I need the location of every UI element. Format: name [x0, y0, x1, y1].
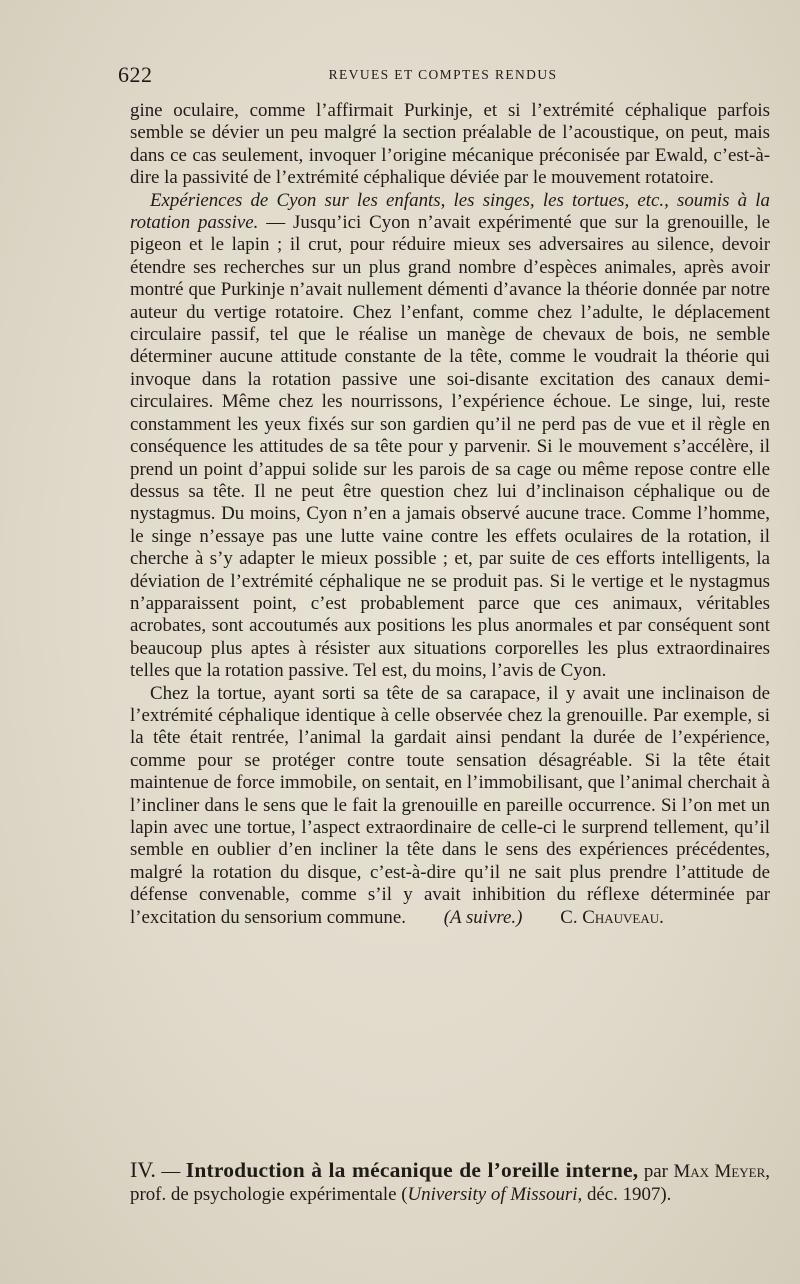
section-date: , déc. 1907).	[577, 1184, 672, 1205]
paragraph-2	[130, 190, 770, 683]
section-number: IV.	[130, 1157, 156, 1182]
review-author: C. Chauveau.	[560, 906, 664, 928]
paragraph-2-text: — Jusqu’ici Cyon n’avait expérimenté que sur la grenouille, le pigeon et le lapin ; il crut, pour réduire mieux ses adversaires au silence, devoir étendre ses recherches sur un plus grand nombre d’espèces animales, après avoir montré que Purkinje n’avait nullement démenti d’avance la théorie donnée par notre auteur du vertige rotatoire. Chez l’enfant, comme chez l’adulte, le déplacement circulaire passif, tel que le réalise un manège de chevaux de bois, ne semble déterminer aucune attitude constante de la tête, comme le voudrait la théorie qui invoque dans la rotation passive une soi-disante excitation des canaux demi-circulaires. Même chez les nourrissons, l’expérience échoue. Le singe, lui, reste constamment les yeux fixés sur son gardien qu’il ne perd pas de vue et il règle en conséquence les attitudes de sa tête pour y parvenir. Si le mouvement s’accélère, il prend un point d’appui solide sur les parois de sa cage ou même repose contre elle dessus sa tête. Il ne peut être question chez lui d’inclinaison céphalique ou de nystagmus. Du moins, Cyon n’en a jamais observé aucune trace. Comme l’homme, le singe n’essaye pas une lutte vaine contre les effets oculaires de la rotation, il cherche à s’y adapter le mieux possible ; et, par suite de ces efforts intelligents, la déviation de l’extrémité céphalique ne se produit pas. Si le vertige et le nystagmus n’apparaissent point, c’est probablement parce que ces animaux, véritables acrobates, sont accoutumés aux positions les plus anormales et par conséquent sont beaucoup plus aptes à résister aux situations corporelles les plus extraordinaires telles que la rotation passive. Tel est, du moins, l’avis de Cyon.	[130, 212, 771, 682]
paragraph-1: gine oculaire, comme l’affirmait Purkinje, et si l’extrémité céphalique parfois semble se dévier un peu malgré la section préalable de l’acoustique, on peut, mais dans ce cas seulement, invoquer l’origine mécanique préconisée par Ewald, c’est-à-dire la passivité de l’extrémité céphalique déviée par le mouvement rotatoire.	[130, 100, 770, 189]
body-text	[130, 100, 770, 929]
section-university: University of Missouri	[407, 1184, 578, 1205]
paragraph-3-text: Chez la tortue, ayant sorti sa tête de sa carapace, il y avait une inclinaison de l’extrémité céphalique identique à celle observée chez la grenouille. Par exemple, si la tête était rentrée, l’animal la gardait ainsi pendant la durée de l’expérience, comme pour se protéger contre toute sensation désagréable. Si la tête était maintenue de force immobile, on sentait, en l’immobilisant, que l’animal cherchait à l’incliner dans le sens que le fait la grenouille en pareille occurrence. Si l’on met un lapin avec une tortue, l’aspect extraordinaire de celle-ci le surprend tellement, qu’il semble en oublier d’en incliner la tête dans le sens des expériences précédentes, malgré la rotation du disque, c’est-à-dire qu’il ne sait plus prendre l’attitude de défense convenable, comme s’il y avait inhibition du réflexe déterminée par l’excitation du sensorium commune.	[130, 682, 770, 928]
page-header	[118, 62, 768, 90]
paragraph-3	[130, 683, 770, 929]
section-author: Max Meyer	[673, 1161, 766, 1182]
page-number: 622	[118, 62, 153, 87]
section-affiliation: , prof. de psychologie expérimentale (	[130, 1161, 771, 1205]
paragraph-2-title: Expériences de Cyon sur les enfants, les singes, les tortues, etc., soumis à la rotation passive.	[130, 189, 770, 234]
section-by: par	[643, 1161, 674, 1182]
section-iv-heading	[130, 1158, 770, 1206]
to-be-continued: (A suivre.)	[443, 906, 523, 928]
running-head: REVUES ET COMPTES RENDUS	[328, 67, 558, 82]
section-title: Introduction à la mécanique de l’oreille interne,	[185, 1158, 639, 1182]
section-dash: —	[155, 1161, 186, 1182]
